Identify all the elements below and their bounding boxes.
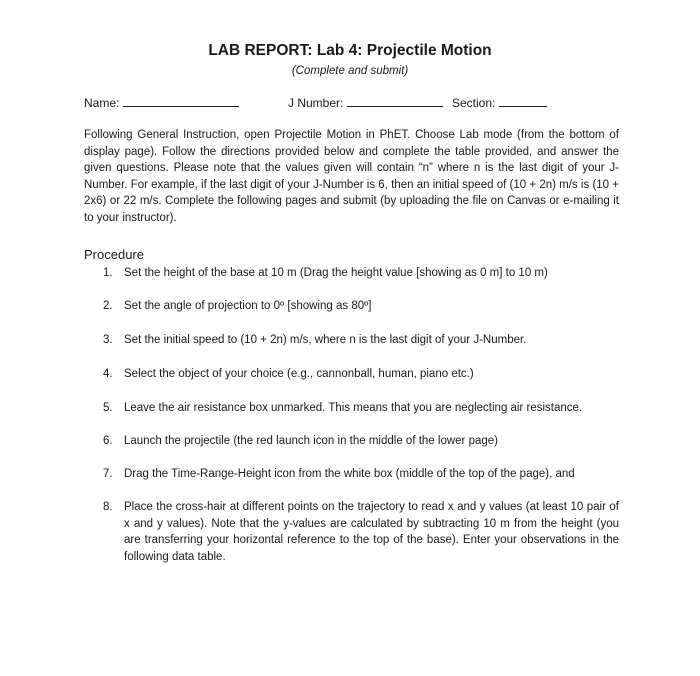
- step-number: 7.: [103, 468, 113, 480]
- step-number: 8.: [103, 501, 113, 513]
- page-title: LAB REPORT: Lab 4: Projectile Motion: [208, 42, 492, 59]
- procedure-step-3: [103, 332, 619, 349]
- name-label: Name:: [84, 96, 120, 110]
- step-number: 2.: [103, 300, 113, 312]
- step-text: Set the initial speed to (10 + 2n) m/s, where n is the last digit of your J-Number.: [124, 334, 527, 346]
- step-number: 4.: [103, 368, 113, 380]
- procedure-step-2: [103, 298, 619, 315]
- step-text: Drag the Time-Range-Height icon from the white box (middle of the top of the page), and: [124, 468, 575, 480]
- jnumber-field: [288, 94, 443, 112]
- page-subtitle: (Complete and submit): [291, 65, 409, 77]
- step-number: 6.: [103, 435, 113, 447]
- name-blank-line[interactable]: [123, 95, 239, 107]
- step-number: 5.: [103, 402, 113, 414]
- procedure-step-4: [103, 366, 619, 383]
- step-text: Leave the air resistance box unmarked. This means that you are neglecting air resistance.: [124, 402, 583, 414]
- intro-paragraph: Following General Instruction, open Projectile Motion in PhET. Choose Lab mode (from the bottom of display page). Follow the directions provided below and complete the table provided, and answer the given questions. Please note that the values given will contain “n” where n is the last digit of your J-Number. For example, if the last digit of your J-Number is 6, then an initial speed of (10 + 2n) m/s is (10 + 2x6) or 22 m/s. Complete the following pages and submit (by uploading the file on Canvas or e-mailing it to your instructor).: [84, 129, 619, 224]
- step-text: Set the angle of projection to 0º [showing as 80º]: [124, 300, 372, 312]
- name-field: [84, 94, 239, 112]
- procedure-step-5: [103, 400, 619, 417]
- student-info-fields: [0, 94, 700, 112]
- step-number: 1.: [103, 267, 113, 279]
- jnumber-label: J Number:: [288, 96, 344, 110]
- step-text: Launch the projectile (the red launch icon in the middle of the lower page): [124, 435, 498, 447]
- procedure-heading: Procedure: [84, 247, 144, 262]
- step-text: Place the cross-hair at different points on the trajectory to read x and y values (at least 10 pair of x and y values). Note that the y-values are calculated by subtracting 10 m from the height (you are transferring your horizontal reference to the top of the base). Enter your observations in the following data table.: [124, 501, 619, 563]
- section-label: Section:: [452, 96, 496, 110]
- procedure-step-8: [103, 499, 619, 565]
- procedure-step-6: [103, 433, 619, 450]
- step-text: Select the object of your choice (e.g., cannonball, human, piano etc.): [124, 368, 474, 380]
- procedure-step-1: [103, 265, 619, 282]
- step-number: 3.: [103, 334, 113, 346]
- section-field: [452, 94, 547, 112]
- jnumber-blank-line[interactable]: [347, 95, 443, 107]
- step-text: Set the height of the base at 10 m (Drag the height value [showing as 0 m] to 10 m): [124, 267, 548, 279]
- section-blank-line[interactable]: [499, 95, 547, 107]
- procedure-step-7: [103, 466, 619, 483]
